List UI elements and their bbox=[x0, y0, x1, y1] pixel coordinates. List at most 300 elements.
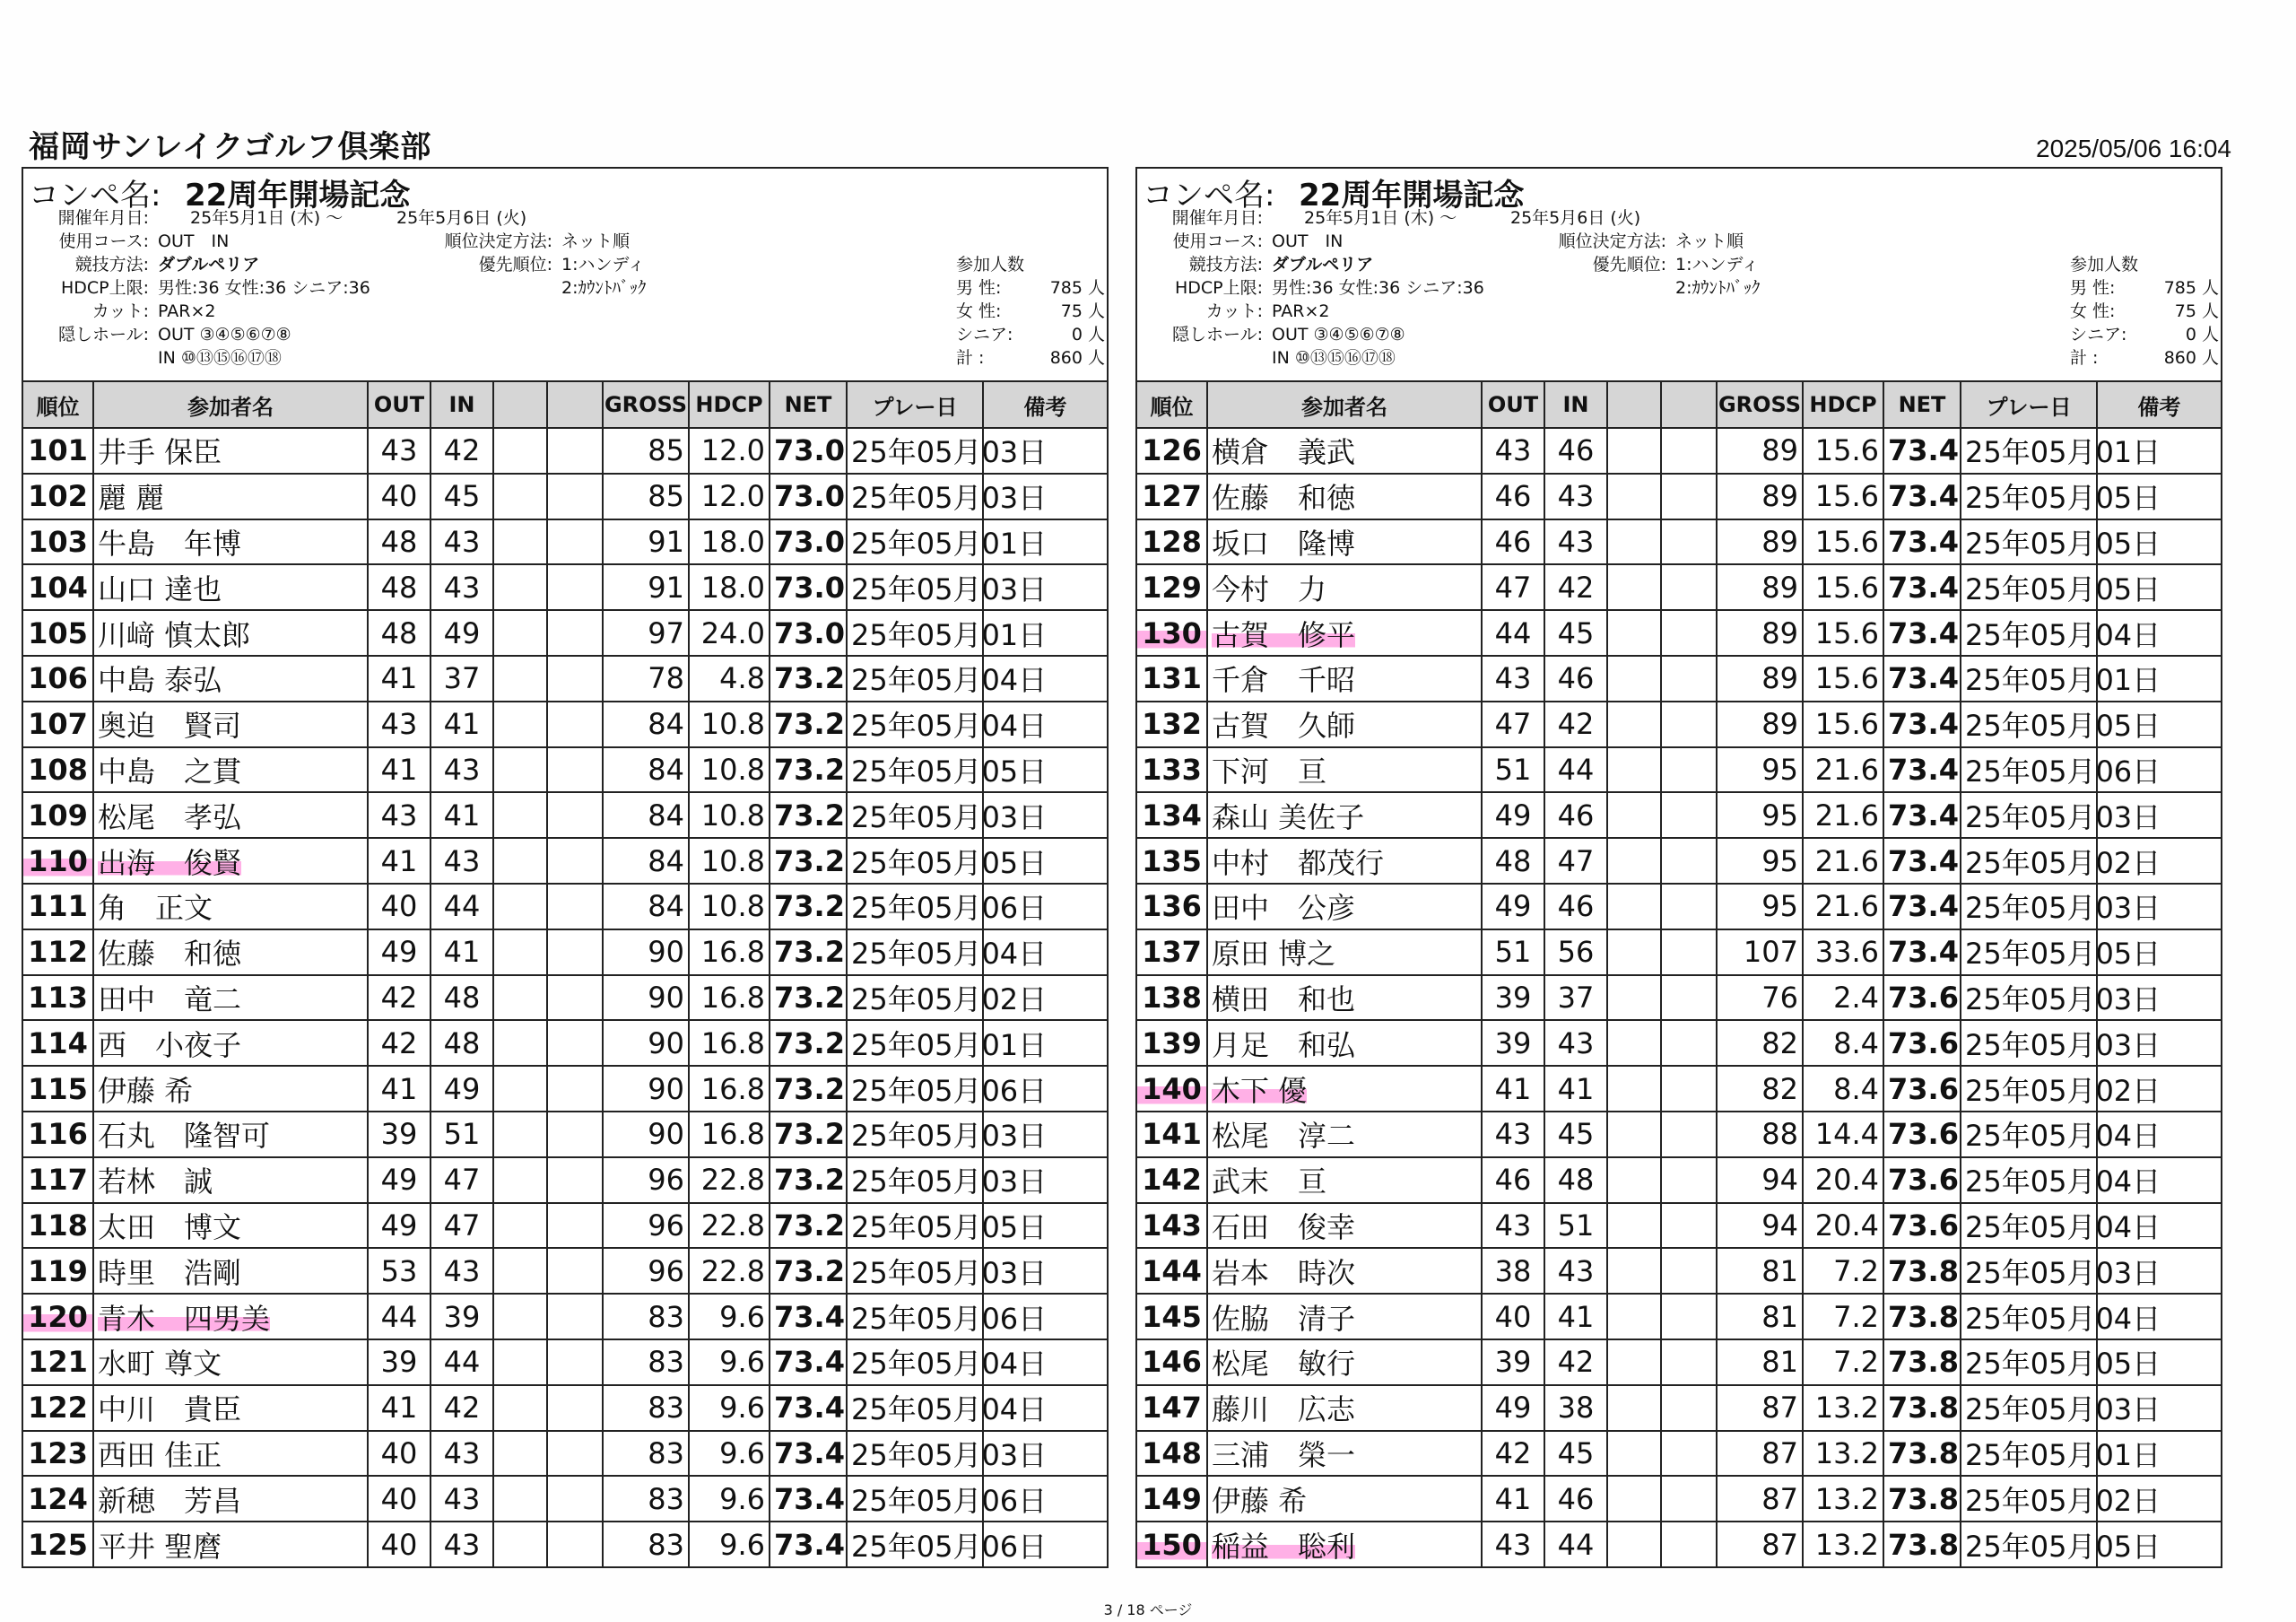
rank-cell: 124 bbox=[23, 1476, 93, 1522]
player-name-cell bbox=[1207, 519, 1482, 565]
out-score-cell: 44 bbox=[368, 1294, 430, 1339]
hdcp-cell: 2.4 bbox=[1803, 975, 1883, 1021]
rank-rule-label: 順位決定方法: bbox=[444, 231, 552, 251]
hdcp-cell: 16.8 bbox=[689, 929, 770, 975]
total-count: 860 人 bbox=[2163, 348, 2219, 368]
play-date-cell: 25年05月04日 bbox=[847, 702, 983, 747]
empty-cell bbox=[493, 975, 547, 1021]
table-row bbox=[23, 747, 1107, 793]
hdcp-cell: 10.8 bbox=[689, 747, 770, 793]
period-label: 開催年月日: bbox=[1171, 208, 1263, 228]
col-note: 備考 bbox=[2097, 382, 2221, 428]
player-name: 西 小夜子 bbox=[98, 1027, 242, 1062]
table-row bbox=[23, 838, 1107, 884]
table-row bbox=[1137, 884, 2221, 929]
out-score-cell: 43 bbox=[368, 702, 430, 747]
rank-cell: 136 bbox=[1137, 884, 1207, 929]
play-date-cell: 25年05月01日 bbox=[847, 610, 983, 656]
player-name: 井手 保臣 bbox=[98, 435, 222, 470]
play-date-cell: 25年05月03日 bbox=[1961, 792, 2097, 838]
empty-cell bbox=[493, 792, 547, 838]
hidden-holes-out: OUT ③④⑤⑥⑦⑧ bbox=[1272, 325, 1405, 344]
hdcp-cell: 16.8 bbox=[689, 1020, 770, 1066]
in-score-cell: 45 bbox=[1544, 1112, 1607, 1157]
player-name: 中村 都茂行 bbox=[1212, 845, 1385, 880]
net-score-cell: 73.2 bbox=[770, 884, 847, 929]
player-name: 千倉 千昭 bbox=[1212, 663, 1356, 698]
empty-cell bbox=[1661, 929, 1717, 975]
empty-cell bbox=[493, 428, 547, 474]
empty-cell bbox=[493, 884, 547, 929]
net-score-cell: 73.4 bbox=[1883, 884, 1961, 929]
in-score-cell: 46 bbox=[1544, 428, 1607, 474]
rank-cell: 113 bbox=[23, 975, 93, 1021]
table-row bbox=[1137, 1066, 2221, 1112]
in-score-cell: 44 bbox=[1544, 747, 1607, 793]
table-row bbox=[23, 792, 1107, 838]
gross-score-cell: 85 bbox=[603, 474, 689, 519]
out-score-cell: 49 bbox=[1482, 792, 1544, 838]
rank-cell: 120 bbox=[23, 1294, 93, 1339]
gross-score-cell: 81 bbox=[1717, 1294, 1803, 1339]
gross-score-cell: 83 bbox=[603, 1339, 689, 1385]
rank-cell: 150 bbox=[1137, 1522, 1207, 1566]
period-from: 25年5月1日 (木) ～ bbox=[1304, 208, 1457, 228]
net-score-cell: 73.0 bbox=[770, 519, 847, 565]
hdcp-cell: 13.2 bbox=[1803, 1431, 1883, 1477]
gross-score-cell: 89 bbox=[1717, 428, 1803, 474]
col-gross: GROSS bbox=[1717, 382, 1803, 428]
net-score-cell: 73.0 bbox=[770, 428, 847, 474]
hdcp-cell: 7.2 bbox=[1803, 1248, 1883, 1294]
table-row bbox=[1137, 564, 2221, 610]
empty-cell bbox=[493, 1385, 547, 1431]
net-score-cell: 73.4 bbox=[1883, 428, 1961, 474]
empty-cell bbox=[493, 519, 547, 565]
player-name-cell bbox=[1207, 610, 1482, 656]
hdcp-cell: 15.6 bbox=[1803, 428, 1883, 474]
player-name: 原田 博之 bbox=[1212, 937, 1336, 972]
empty-cell bbox=[1661, 1294, 1717, 1339]
empty-cell bbox=[493, 1248, 547, 1294]
empty-cell bbox=[1607, 1020, 1661, 1066]
play-date-cell: 25年05月03日 bbox=[1961, 1020, 2097, 1066]
hdcp-cell: 21.6 bbox=[1803, 792, 1883, 838]
empty-cell bbox=[493, 702, 547, 747]
table-row bbox=[1137, 838, 2221, 884]
rank-cell: 116 bbox=[23, 1112, 93, 1157]
table-row bbox=[1137, 519, 2221, 565]
player-name: 新穂 芳昌 bbox=[98, 1483, 242, 1518]
play-date-cell: 25年05月03日 bbox=[1961, 1248, 2097, 1294]
play-date-cell: 25年05月02日 bbox=[1961, 1066, 2097, 1112]
empty-cell bbox=[1607, 884, 1661, 929]
net-score-cell: 73.2 bbox=[770, 1112, 847, 1157]
play-date-cell: 25年05月01日 bbox=[847, 1020, 983, 1066]
in-score-cell: 46 bbox=[1544, 792, 1607, 838]
empty-cell bbox=[1661, 975, 1717, 1021]
rank-cell: 107 bbox=[23, 702, 93, 747]
table-row bbox=[23, 610, 1107, 656]
gross-score-cell: 89 bbox=[1717, 474, 1803, 519]
play-date-cell: 25年05月05日 bbox=[1961, 519, 2097, 565]
player-name-cell bbox=[93, 1203, 368, 1249]
empty-cell bbox=[1661, 838, 1717, 884]
player-name: 下河 亘 bbox=[1212, 754, 1327, 789]
table-row bbox=[23, 1020, 1107, 1066]
col-net: NET bbox=[770, 382, 847, 428]
play-date-cell: 25年05月06日 bbox=[847, 1294, 983, 1339]
out-score-cell: 40 bbox=[368, 1522, 430, 1566]
out-score-cell: 41 bbox=[368, 747, 430, 793]
rank-cell: 135 bbox=[1137, 838, 1207, 884]
hdcp-cell: 9.6 bbox=[689, 1339, 770, 1385]
empty-cell bbox=[547, 564, 603, 610]
in-score-cell: 43 bbox=[430, 1522, 493, 1566]
gross-score-cell: 82 bbox=[1717, 1020, 1803, 1066]
empty-cell bbox=[547, 702, 603, 747]
out-score-cell: 48 bbox=[368, 519, 430, 565]
total-label: 計 : bbox=[2070, 348, 2099, 368]
rank-cell: 137 bbox=[1137, 929, 1207, 975]
empty-cell bbox=[1607, 1203, 1661, 1249]
male-label: 男 性: bbox=[2070, 278, 2116, 298]
net-score-cell: 73.4 bbox=[770, 1339, 847, 1385]
empty-cell bbox=[493, 1157, 547, 1203]
play-date-cell: 25年05月05日 bbox=[1961, 1339, 2097, 1385]
hdcp-cell: 20.4 bbox=[1803, 1203, 1883, 1249]
gross-score-cell: 84 bbox=[603, 747, 689, 793]
rank-cell: 147 bbox=[1137, 1385, 1207, 1431]
play-date-cell: 25年05月04日 bbox=[1961, 1294, 2097, 1339]
rank-cell: 111 bbox=[23, 884, 93, 929]
method-value: ダブルペリア bbox=[158, 255, 260, 275]
hdcp-cell: 33.6 bbox=[1803, 929, 1883, 975]
out-score-cell: 46 bbox=[1482, 474, 1544, 519]
player-name-cell bbox=[93, 1066, 368, 1112]
in-score-cell: 42 bbox=[430, 1385, 493, 1431]
club-name: 福岡サンレイクゴルフ倶楽部 bbox=[29, 129, 432, 165]
out-score-cell: 41 bbox=[368, 838, 430, 884]
player-name-cell bbox=[93, 702, 368, 747]
empty-cell bbox=[1607, 1385, 1661, 1431]
out-score-cell: 42 bbox=[1482, 1431, 1544, 1477]
in-score-cell: 47 bbox=[430, 1157, 493, 1203]
standings-table-left bbox=[23, 382, 1107, 1566]
hidden-holes-in: IN ⑩⑬⑮⑯⑰⑱ bbox=[1272, 348, 1396, 368]
hdcp-cell: 4.8 bbox=[689, 656, 770, 702]
method-value: ダブルペリア bbox=[1272, 255, 1374, 275]
male-count: 785 人 bbox=[2163, 278, 2219, 298]
rank-cell: 119 bbox=[23, 1248, 93, 1294]
in-score-cell: 42 bbox=[430, 428, 493, 474]
play-date-cell: 25年05月06日 bbox=[847, 1476, 983, 1522]
rank-cell: 144 bbox=[1137, 1248, 1207, 1294]
net-score-cell: 73.4 bbox=[770, 1385, 847, 1431]
empty-cell bbox=[547, 792, 603, 838]
table-row bbox=[23, 519, 1107, 565]
out-score-cell: 43 bbox=[1482, 428, 1544, 474]
out-score-cell: 41 bbox=[368, 1385, 430, 1431]
player-name-cell bbox=[93, 474, 368, 519]
play-date-cell: 25年05月03日 bbox=[847, 1248, 983, 1294]
senior-label: シニア: bbox=[2070, 325, 2127, 344]
rank-cell: 109 bbox=[23, 792, 93, 838]
priority-1: 1:ハンディ bbox=[1675, 255, 1759, 275]
gross-score-cell: 84 bbox=[603, 792, 689, 838]
player-name: 平井 聖麿 bbox=[98, 1529, 222, 1564]
participants-label: 参加人数 bbox=[2070, 255, 2139, 275]
player-name: 佐脇 清子 bbox=[1212, 1301, 1356, 1336]
rank-rule-value: ネット順 bbox=[1675, 231, 1744, 251]
empty-cell bbox=[1661, 1157, 1717, 1203]
play-date-cell: 25年05月01日 bbox=[1961, 1431, 2097, 1477]
hdcp-cell: 14.4 bbox=[1803, 1112, 1883, 1157]
in-score-cell: 56 bbox=[1544, 929, 1607, 975]
empty-cell bbox=[493, 1112, 547, 1157]
rank-cell: 138 bbox=[1137, 975, 1207, 1021]
in-score-cell: 43 bbox=[430, 564, 493, 610]
table-row bbox=[23, 1203, 1107, 1249]
out-score-cell: 51 bbox=[1482, 747, 1544, 793]
rank-cell: 134 bbox=[1137, 792, 1207, 838]
player-name-cell bbox=[1207, 1020, 1482, 1066]
table-row bbox=[1137, 1476, 2221, 1522]
gross-score-cell: 90 bbox=[603, 1020, 689, 1066]
hdcp-cell: 10.8 bbox=[689, 792, 770, 838]
rank-rule-label: 順位決定方法: bbox=[1558, 231, 1666, 251]
play-date-cell: 25年05月05日 bbox=[1961, 564, 2097, 610]
empty-cell bbox=[493, 747, 547, 793]
player-name: 佐藤 和徳 bbox=[1212, 481, 1356, 516]
gross-score-cell: 82 bbox=[1717, 1066, 1803, 1112]
empty-cell bbox=[493, 474, 547, 519]
hdcp-cell: 8.4 bbox=[1803, 1066, 1883, 1112]
priority-2: 2:ｶｳﾝﾄﾊﾞｯｸ bbox=[1675, 278, 1761, 298]
player-name: 月足 和弘 bbox=[1212, 1027, 1356, 1062]
empty-cell bbox=[1661, 474, 1717, 519]
gross-score-cell: 88 bbox=[1717, 1112, 1803, 1157]
player-name: 時里 浩剛 bbox=[98, 1255, 242, 1290]
empty-cell bbox=[1661, 564, 1717, 610]
out-score-cell: 46 bbox=[1482, 1157, 1544, 1203]
hdcp-cell: 8.4 bbox=[1803, 1020, 1883, 1066]
empty-cell bbox=[547, 1020, 603, 1066]
player-name: 中島 泰弘 bbox=[98, 663, 222, 698]
col-blank bbox=[547, 382, 603, 428]
net-score-cell: 73.2 bbox=[770, 702, 847, 747]
play-date-cell: 25年05月03日 bbox=[847, 474, 983, 519]
player-name-cell bbox=[93, 1112, 368, 1157]
player-name-cell bbox=[1207, 1339, 1482, 1385]
net-score-cell: 73.2 bbox=[770, 929, 847, 975]
hdcp-cell: 21.6 bbox=[1803, 747, 1883, 793]
period-from: 25年5月1日 (木) ～ bbox=[190, 208, 344, 228]
gross-score-cell: 84 bbox=[603, 884, 689, 929]
table-row bbox=[23, 1157, 1107, 1203]
net-score-cell: 73.2 bbox=[770, 1066, 847, 1112]
table-row bbox=[23, 1522, 1107, 1566]
out-score-cell: 49 bbox=[368, 1157, 430, 1203]
play-date-cell: 25年05月06日 bbox=[847, 1066, 983, 1112]
in-score-cell: 49 bbox=[430, 1066, 493, 1112]
empty-cell bbox=[1661, 747, 1717, 793]
hidden-holes-label: 隠しホール: bbox=[1171, 325, 1263, 344]
rank-cell: 130 bbox=[1137, 610, 1207, 656]
rank-cell: 126 bbox=[1137, 428, 1207, 474]
empty-cell bbox=[493, 1339, 547, 1385]
table-header-row bbox=[23, 382, 1107, 428]
play-date-cell: 25年05月04日 bbox=[847, 1339, 983, 1385]
play-date-cell: 25年05月06日 bbox=[1961, 747, 2097, 793]
play-date-cell: 25年05月06日 bbox=[847, 1522, 983, 1566]
net-score-cell: 73.4 bbox=[1883, 519, 1961, 565]
empty-cell bbox=[547, 1339, 603, 1385]
gross-score-cell: 87 bbox=[1717, 1431, 1803, 1477]
rank-cell: 121 bbox=[23, 1339, 93, 1385]
out-score-cell: 44 bbox=[1482, 610, 1544, 656]
table-row bbox=[23, 884, 1107, 929]
player-name: 伊藤 希 bbox=[1212, 1483, 1308, 1518]
empty-cell bbox=[1661, 702, 1717, 747]
hdcp-cell: 9.6 bbox=[689, 1476, 770, 1522]
net-score-cell: 73.0 bbox=[770, 610, 847, 656]
rank-cell: 114 bbox=[23, 1020, 93, 1066]
play-date-cell: 25年05月03日 bbox=[847, 1112, 983, 1157]
table-row bbox=[1137, 747, 2221, 793]
rank-cell: 140 bbox=[1137, 1066, 1207, 1112]
player-name-cell bbox=[1207, 702, 1482, 747]
gross-score-cell: 95 bbox=[1717, 884, 1803, 929]
empty-cell bbox=[1661, 1066, 1717, 1112]
in-score-cell: 49 bbox=[430, 610, 493, 656]
empty-cell bbox=[1661, 1112, 1717, 1157]
hidden-holes-label: 隠しホール: bbox=[57, 325, 149, 344]
hdcp-cell: 22.8 bbox=[689, 1248, 770, 1294]
net-score-cell: 73.4 bbox=[770, 1522, 847, 1566]
player-name-cell bbox=[93, 838, 368, 884]
gross-score-cell: 83 bbox=[603, 1294, 689, 1339]
rank-cell: 142 bbox=[1137, 1157, 1207, 1203]
col-out: OUT bbox=[1482, 382, 1544, 428]
out-score-cell: 39 bbox=[368, 1339, 430, 1385]
rank-cell: 145 bbox=[1137, 1294, 1207, 1339]
table-row bbox=[1137, 1020, 2221, 1066]
player-name-cell bbox=[1207, 884, 1482, 929]
player-name: 石丸 隆智可 bbox=[98, 1119, 271, 1154]
rank-cell: 146 bbox=[1137, 1339, 1207, 1385]
net-score-cell: 73.0 bbox=[770, 564, 847, 610]
in-score-cell: 48 bbox=[1544, 1157, 1607, 1203]
rank-cell: 105 bbox=[23, 610, 93, 656]
player-name: 太田 博文 bbox=[98, 1209, 242, 1244]
player-name-cell bbox=[93, 610, 368, 656]
table-row bbox=[23, 1294, 1107, 1339]
net-score-cell: 73.4 bbox=[1883, 838, 1961, 884]
empty-cell bbox=[547, 1431, 603, 1477]
player-name: 古賀 修平 bbox=[1212, 617, 1356, 652]
out-score-cell: 49 bbox=[1482, 1385, 1544, 1431]
empty-cell bbox=[1661, 1431, 1717, 1477]
empty-cell bbox=[1607, 1294, 1661, 1339]
gross-score-cell: 90 bbox=[603, 929, 689, 975]
table-row bbox=[1137, 975, 2221, 1021]
priority-1: 1:ハンディ bbox=[561, 255, 645, 275]
out-score-cell: 53 bbox=[368, 1248, 430, 1294]
empty-cell bbox=[493, 1431, 547, 1477]
print-timestamp: 2025/05/06 16:04 bbox=[2036, 135, 2231, 162]
empty-cell bbox=[493, 564, 547, 610]
hdcp-cell: 16.8 bbox=[689, 1066, 770, 1112]
net-score-cell: 73.6 bbox=[1883, 1066, 1961, 1112]
in-score-cell: 43 bbox=[430, 1431, 493, 1477]
hdcp-cell: 13.2 bbox=[1803, 1522, 1883, 1566]
play-date-cell: 25年05月05日 bbox=[847, 747, 983, 793]
play-date-cell: 25年05月03日 bbox=[1961, 975, 2097, 1021]
play-date-cell: 25年05月03日 bbox=[847, 1157, 983, 1203]
hdcp-cell: 9.6 bbox=[689, 1431, 770, 1477]
in-score-cell: 43 bbox=[1544, 519, 1607, 565]
gross-score-cell: 96 bbox=[603, 1248, 689, 1294]
net-score-cell: 73.6 bbox=[1883, 1112, 1961, 1157]
cut-value: PAR×2 bbox=[158, 301, 216, 321]
in-score-cell: 43 bbox=[1544, 1248, 1607, 1294]
in-score-cell: 41 bbox=[430, 792, 493, 838]
empty-cell bbox=[493, 1476, 547, 1522]
net-score-cell: 73.4 bbox=[770, 1431, 847, 1477]
net-score-cell: 73.8 bbox=[1883, 1522, 1961, 1566]
player-name-cell bbox=[93, 1431, 368, 1477]
player-name-cell bbox=[93, 656, 368, 702]
in-score-cell: 43 bbox=[430, 1476, 493, 1522]
player-name: 松尾 敏行 bbox=[1212, 1347, 1356, 1382]
rank-cell: 141 bbox=[1137, 1112, 1207, 1157]
table-row bbox=[1137, 1522, 2221, 1566]
empty-cell bbox=[1607, 1066, 1661, 1112]
hdcp-limit-label: HDCP上限: bbox=[1174, 278, 1263, 298]
col-rank: 順位 bbox=[1137, 382, 1207, 428]
player-name: 西田 佳正 bbox=[98, 1437, 222, 1472]
net-score-cell: 73.8 bbox=[1883, 1294, 1961, 1339]
gross-score-cell: 96 bbox=[603, 1157, 689, 1203]
table-row bbox=[1137, 929, 2221, 975]
empty-cell bbox=[547, 1248, 603, 1294]
col-rank: 順位 bbox=[23, 382, 93, 428]
play-date-cell: 25年05月04日 bbox=[847, 1385, 983, 1431]
in-score-cell: 37 bbox=[430, 656, 493, 702]
play-date-cell: 25年05月02日 bbox=[1961, 1476, 2097, 1522]
rank-cell: 127 bbox=[1137, 474, 1207, 519]
player-name-cell bbox=[93, 747, 368, 793]
player-name-cell bbox=[1207, 1431, 1482, 1477]
in-score-cell: 39 bbox=[430, 1294, 493, 1339]
out-score-cell: 38 bbox=[1482, 1248, 1544, 1294]
hdcp-cell: 15.6 bbox=[1803, 474, 1883, 519]
period-label: 開催年月日: bbox=[57, 208, 149, 228]
out-score-cell: 48 bbox=[368, 564, 430, 610]
competition-name: 22周年開場記念 bbox=[185, 178, 411, 214]
play-date-cell: 25年05月01日 bbox=[1961, 428, 2097, 474]
empty-cell bbox=[1661, 1476, 1717, 1522]
table-row bbox=[1137, 1431, 2221, 1477]
col-blank bbox=[1661, 382, 1717, 428]
play-date-cell: 25年05月04日 bbox=[847, 929, 983, 975]
player-name-cell bbox=[1207, 656, 1482, 702]
out-score-cell: 41 bbox=[1482, 1066, 1544, 1112]
col-play-date: プレー日 bbox=[1961, 382, 2097, 428]
table-row bbox=[23, 1066, 1107, 1112]
empty-cell bbox=[547, 474, 603, 519]
